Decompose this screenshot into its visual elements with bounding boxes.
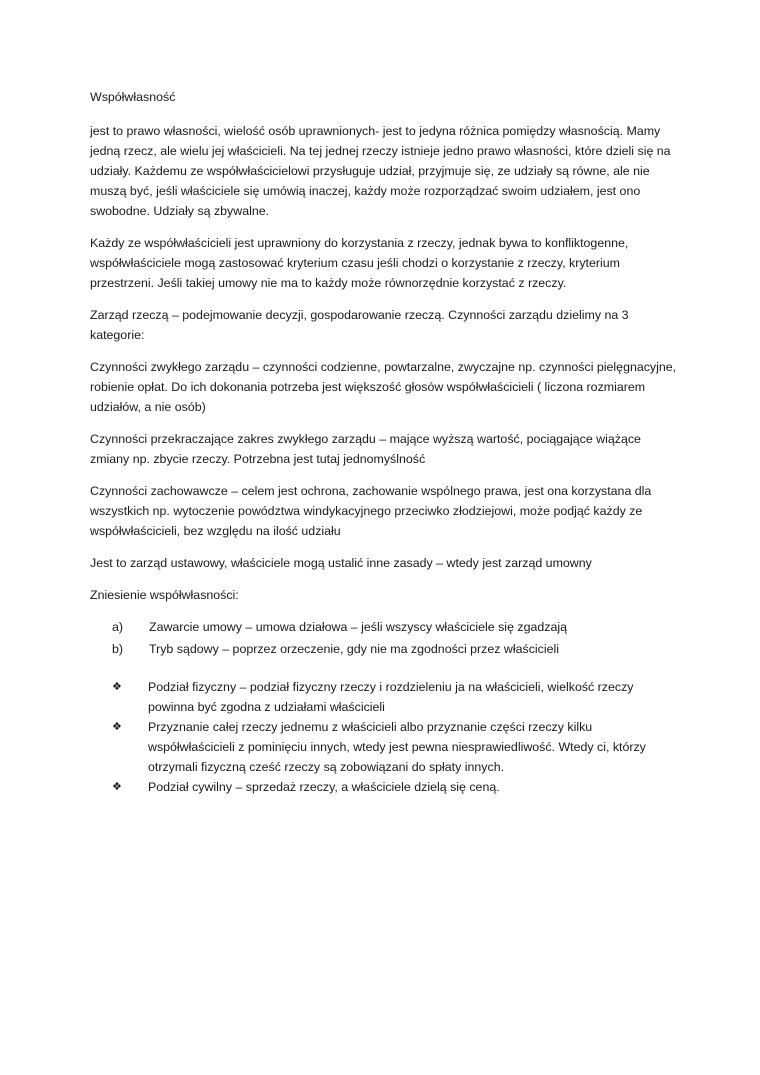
paragraph-preservation-acts: Czynności zachowawcze – celem jest ochrona, zachowanie wspólnego prawa, jest ona korzystana dla wszystkich np. wytoczenie powództwa windykacyjnego przeciwko złodziejowi, może podjąć każdy ze współwłaścicieli, bez względu na ilość udziału: [90, 484, 652, 538]
paragraph-management: Zarząd rzeczą – podejmowanie decyzji, gospodarowanie rzeczą. Czynności zarządu dzielimy na 3 kategorie:: [90, 308, 629, 342]
document-title: Współwłasność: [90, 90, 176, 104]
list-item: [90, 677, 680, 717]
list-item: [90, 777, 680, 797]
diamond-bullet-icon: ❖: [112, 680, 122, 693]
division-methods-list: [90, 677, 680, 797]
list-item: [90, 717, 680, 777]
list-item-text: Zawarcie umowy – umowa działowa – jeśli wszyscy właściciele się zgadzają: [149, 620, 567, 634]
paragraph-usage: Każdy ze współwłaścicieli jest uprawniony do korzystania z rzeczy, jednak bywa to konfliktogenne, współwłaściciele mogą zastosować kryterium czasu jeśli chodzi o korzystanie z rzeczy, kryterium przestrzeni. Jeśli takiej umowy nie ma to każdy może równorzędnie korzystać z rzeczy.: [90, 236, 629, 290]
list-item-text: Podział cywilny – sprzedaż rzeczy, a właściciele dzielą się ceną.: [148, 780, 500, 794]
list-item-text: Podział fizyczny – podział fizyczny rzeczy i rozdzieleniu ja na właścicieli, wielkość rzeczy powinna być zgodna z udziałami właścicieli: [148, 680, 634, 714]
paragraph-statutory-management: Jest to zarząd ustawowy, właściciele mogą ustalić inne zasady – wtedy jest zarząd umowny: [90, 556, 592, 570]
paragraph-dissolution-heading: Zniesienie współwłasności:: [90, 588, 239, 602]
diamond-bullet-icon: ❖: [112, 780, 122, 793]
document-page: [90, 87, 680, 797]
paragraph-definition: jest to prawo własności, wielość osób uprawnionych- jest to jedyna różnica pomiędzy własnością. Mamy jedną rzecz, ale wielu jej właścicieli. Na tej jednej rzeczy istnieje jedno prawo własności, które dzieli się na udziały. Każdemu ze współwłaścicielowi przysługuje udział, przyjmuje się, ze udziały są równe, ale nie muszą być, jeśli właściciele się umówią inaczej, każdy może rozporządzać swoim udziałem, jest ono swobodne. Udziały są zbywalne.: [90, 124, 671, 218]
list-item: [90, 639, 680, 659]
list-item-text: Tryb sądowy – poprzez orzeczenie, gdy nie ma zgodności przez właścicieli: [149, 642, 559, 656]
dissolution-modes-list: [90, 617, 680, 659]
list-item-text: Przyznanie całej rzeczy jednemu z właścicieli albo przyznanie części rzeczy kilku współwłaścicieli z pominięciu innych, wtedy jest pewna niesprawiedliwość. Wtedy ci, którzy otrzymali fizyczną cześć rzeczy są zobowiązani do spłaty innych.: [148, 720, 646, 774]
list-marker: a): [112, 620, 124, 634]
list-marker: b): [112, 642, 124, 656]
diamond-bullet-icon: ❖: [112, 720, 122, 733]
paragraph-ordinary-management: Czynności zwykłego zarządu – czynności codzienne, powtarzalne, zwyczajne np. czynności pielęgnacyjne, robienie opłat. Do ich dokonania potrzeba jest większość głosów współwłaścicieli ( liczona rozmiarem udziałów, a nie osób): [90, 360, 677, 414]
list-item: [90, 617, 680, 637]
paragraph-extraordinary-management: Czynności przekraczające zakres zwykłego zarządu – mające wyższą wartość, pociągające wiążące zmiany np. zbycie rzeczy. Potrzebna jest tutaj jednomyślność: [90, 432, 641, 466]
